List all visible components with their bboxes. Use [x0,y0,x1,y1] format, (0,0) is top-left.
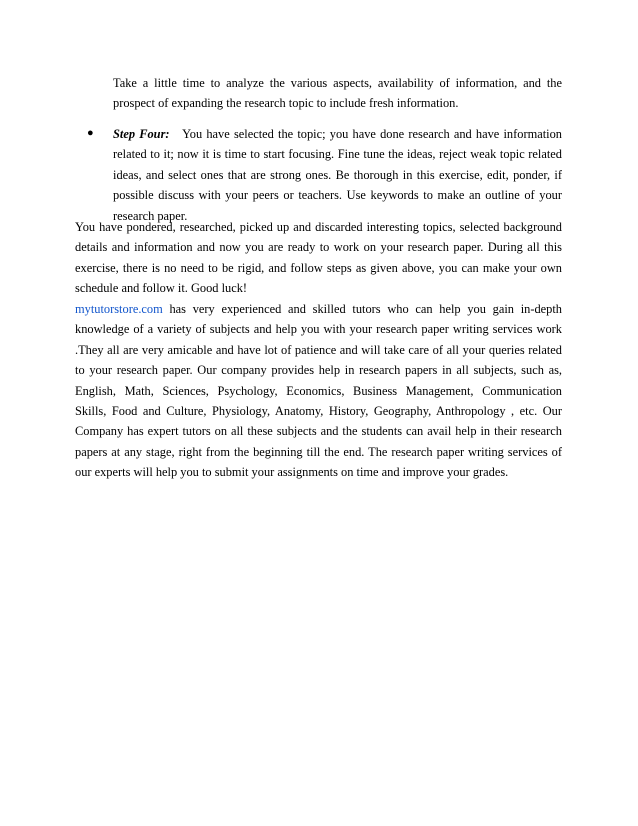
summary-paragraph [75,217,562,299]
tutors-line-9: our experts will help you to submit your assignments on time and improve your grades. [75,465,509,480]
tutors-line-7: Company has expert tutors on all these subjects and the students can avail help in their research [75,424,562,439]
tutors-line-1 [75,299,562,319]
summary-line-1: You have pondered, researched, picked up and discarded interesting topics, selected background [75,220,562,234]
summary-line-2: details and information and now you are ready to work on your research paper. During all this [75,240,562,255]
summary-line-4: schedule and follow it. Good luck! [75,281,248,296]
tutors-paragraph [75,299,562,483]
intro-line-2: prospect of expanding the research topic to include fresh information. [113,96,459,111]
step-four-line-4: possible discuss with your peers or teachers. Use keywords to make an outline of your [113,188,562,203]
intro-line-1: Take a little time to analyze the various aspects, availability of information, and the [113,76,562,90]
step-four-line-5: research paper. [113,208,188,223]
step-four-line-3: ideas, and select ones that are strong ones. Be thorough in this exercise, edit, ponder, if [113,167,562,182]
tutors-line-8: papers at any stage, right from the beginning till the end. The research paper writing services of [75,444,562,459]
tutors-line-3: .They all are very amicable and have lot of patience and will take care of all your queries related [75,342,562,357]
step-four-label: Step Four: [113,127,170,141]
bullet-icon: ● [87,127,94,139]
site-link[interactable]: mytutorstore.com [75,302,163,316]
summary-line-3: exercise, there is no need to be rigid, and follow steps as given above, you can make your own [75,260,562,275]
tutors-line-6: Skills, Food and Culture, Physiology, Anatomy, History, Geography, Anthropology , etc. Our [75,403,562,418]
tutors-line-2: knowledge of a variety of subjects and help you with your research paper writing services work [75,322,562,337]
step-four-line-1 [113,124,562,144]
step-four-item [113,124,562,226]
intro-paragraph [113,73,562,114]
tutors-line-5: English, Math, Sciences, Psychology, Economics, Business Management, Communication [75,383,562,398]
tutors-line-4: to your research paper. Our company provides help in research papers in all subjects, such as, [75,363,562,378]
tutors-line-1-text: has very experienced and skilled tutors who can help you gain in-depth [162,302,562,316]
step-four-line-2: related to it; now it is time to start focusing. Fine tune the ideas, reject weak topic related [113,147,562,162]
step-four-line-1-text: You have selected the topic; you have done research and have information [182,127,562,141]
